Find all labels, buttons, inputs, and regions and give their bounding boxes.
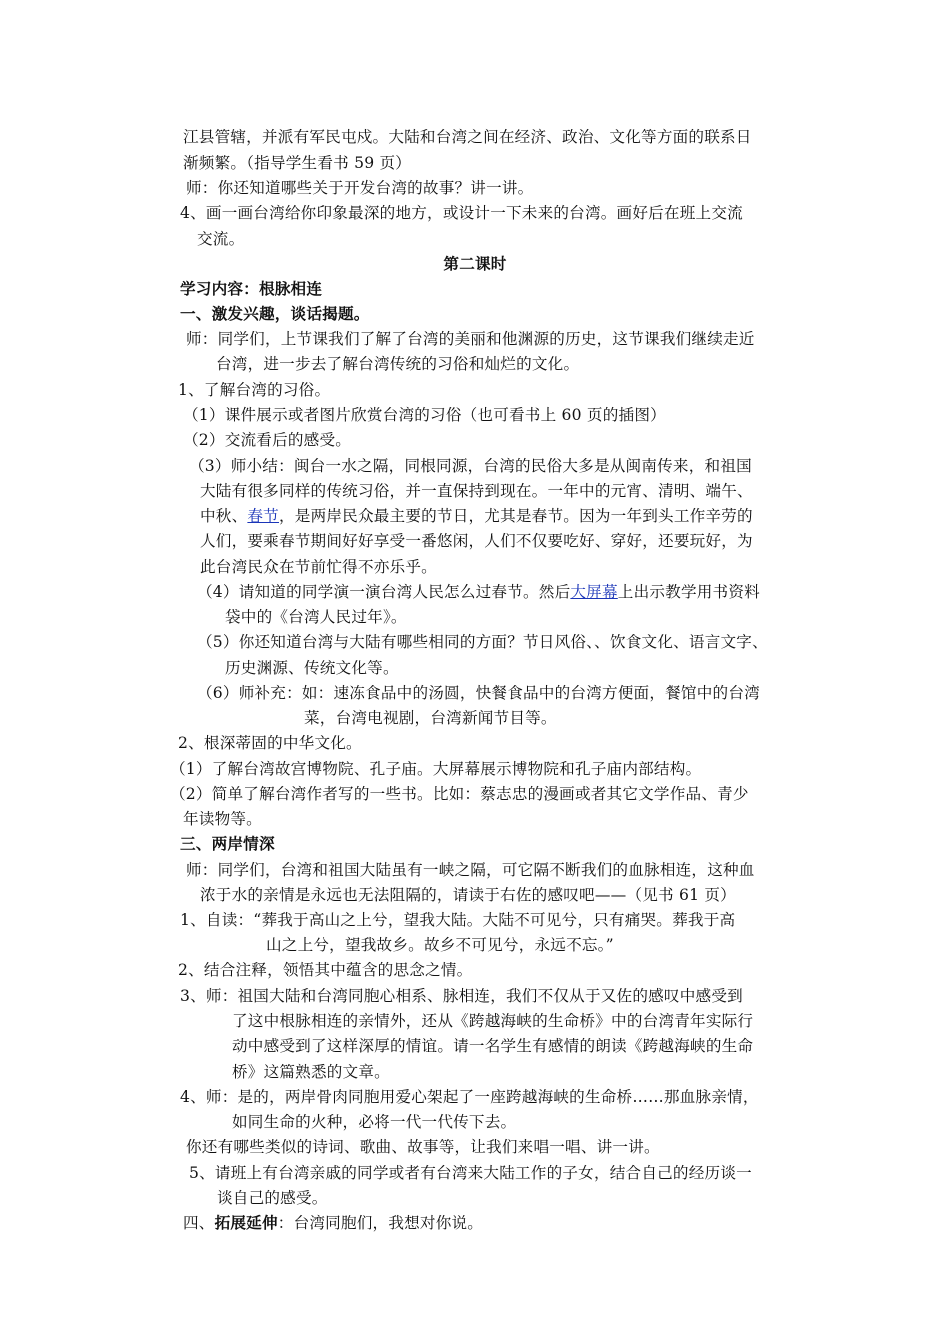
teacher-question: 师：你还知道哪些关于开发台湾的故事？讲一讲。 <box>186 179 534 197</box>
list-item-cont: 谈自己的感受。 <box>217 1189 328 1207</box>
paragraph-line: 渐频繁。（指导学生看书 59 页） <box>183 154 412 172</box>
text-span: 四、 <box>183 1214 215 1232</box>
list-item: 5、请班上有台湾亲戚的同学或者有台湾来大陆工作的子女，结合自己的经历谈一 <box>189 1164 752 1182</box>
list-item-cont: 大陆有很多同样的传统习俗，并一直保持到现在。一年中的元宵、清明、端午、 <box>200 482 753 500</box>
list-item <box>197 582 760 602</box>
list-item-cont: 袋中的《台湾人民过年》。 <box>225 608 407 626</box>
list-item: （1）了解台湾故宫博物院、孔子庙。大屏幕展示博物院和孔子庙内部结构。 <box>170 760 702 778</box>
list-item: （2）简单了解台湾作者写的一些书。比如：蔡志忠的漫画或者其它文学作品、青少 <box>170 785 749 803</box>
list-item: （2）交流看后的感受。 <box>183 431 352 449</box>
part3-heading: 三、两岸情深 <box>180 834 275 853</box>
list-item-cont: 山之上兮，望我故乡。故乡不可见兮，永远不忘。” <box>266 936 614 954</box>
intro-line-cont: 台湾，进一步去了解台湾传统的习俗和灿烂的文化。 <box>216 355 580 373</box>
list-item: 3、师：祖国大陆和台湾同胞心相系、脉相连，我们不仅从于又佐的感叹中感受到 <box>180 987 743 1005</box>
text-span: （4）请知道的同学演一演台湾人民怎么过春节。然后 <box>197 583 571 601</box>
list-item-cont: 菜，台湾电视剧，台湾新闻节目等。 <box>304 709 557 727</box>
list-item: （1）课件展示或者图片欣赏台湾的习俗（也可看书上 60 页的插图） <box>183 406 666 424</box>
section-title: 第二课时 <box>443 254 507 273</box>
list-item-cont: 如同生命的火种，必将一代一代传下去。 <box>232 1113 517 1131</box>
list-item-cont: 历史渊源、传统文化等。 <box>225 659 399 677</box>
intro-line: 师：同学们，上节课我们了解了台湾的美丽和他渊源的历史，这节课我们继续走近 <box>186 330 755 348</box>
list-item-cont: 动中感受到了这样深厚的情谊。请一名学生有感情的朗读《跨越海峡的生命 <box>232 1037 754 1055</box>
text-span: 上出示教学用书资料 <box>617 583 760 601</box>
subheading-2: 2、根深蒂固的中华文化。 <box>178 734 362 752</box>
list-item-cont: 了这中根脉相连的亲情外，还从《跨越海峡的生命桥》中的台湾青年实际行 <box>232 1012 754 1030</box>
part4-heading <box>183 1213 483 1233</box>
list-item: 2、结合注释，领悟其中蕴含的思念之情。 <box>178 961 473 979</box>
text-span: ：台湾同胞们，我想对你说。 <box>277 1214 484 1232</box>
teacher-intro: 师：同学们，台湾和祖国大陆虽有一峡之隔，可它隔不断我们的血脉相连，这种血 <box>186 861 755 879</box>
list-item: （3）师小结：闽台一水之隔，同根同源，台湾的民俗大多是从闽南传来，和祖国 <box>189 457 752 475</box>
text-span: 中秋、 <box>200 507 248 525</box>
part4-bold-label: 拓展延伸 <box>214 1213 278 1232</box>
list-item-cont <box>200 506 753 526</box>
list-item-cont: 此台湾民众在节前忙得不亦乐乎。 <box>200 558 437 576</box>
list-item: 4、师：是的，两岸骨肉同胞用爱心架起了一座跨越海峡的生命桥……那血脉亲情， <box>180 1088 759 1106</box>
list-item-cont: 桥》这篇熟悉的文章。 <box>232 1063 390 1081</box>
list-item-4-cont: 交流。 <box>197 230 245 248</box>
paragraph-line: 你还有哪些类似的诗词、歌曲、故事等，让我们来唱一唱、讲一讲。 <box>186 1138 660 1156</box>
spring-festival-link[interactable]: 春节 <box>247 507 279 525</box>
part1-heading: 一、激发兴趣，谈话揭题。 <box>180 304 370 323</box>
paragraph-line: 江县管辖，并派有军民屯戍。大陆和台湾之间在经济、政治、文化等方面的联系日 <box>183 128 752 146</box>
list-item: （6）师补充：如：速冻食品中的汤圆，快餐食品中的台湾方便面，餐馆中的台湾 <box>197 684 760 702</box>
list-item: 1、自读：“葬我于高山之上兮，望我大陆。大陆不可见兮，只有痛哭。葬我于高 <box>180 911 736 929</box>
list-item-4: 4、画一画台湾给你印象最深的地方，或设计一下未来的台湾。画好后在班上交流 <box>180 204 743 222</box>
list-item-cont: 年读物等。 <box>183 810 262 828</box>
learning-content-heading: 学习内容：根脉相连 <box>180 279 323 298</box>
list-item-cont: 人们，要乘春节期间好好享受一番悠闲，人们不仅要吃好、穿好，还要玩好，为 <box>200 532 753 550</box>
list-item: （5）你还知道台湾与大陆有哪些相同的方面？节日风俗、、饮食文化、语言文字、 <box>197 633 768 651</box>
subheading-1: 1、了解台湾的习俗。 <box>178 381 331 399</box>
big-screen-link[interactable]: 大屏幕 <box>570 583 618 601</box>
teacher-intro-cont: 浓于水的亲情是永远也无法阻隔的，请读于右佐的感叹吧——（见书 61 页） <box>200 886 736 904</box>
text-span: ，是两岸民众最主要的节日，尤其是春节。因为一年到头工作辛劳的 <box>278 507 753 525</box>
